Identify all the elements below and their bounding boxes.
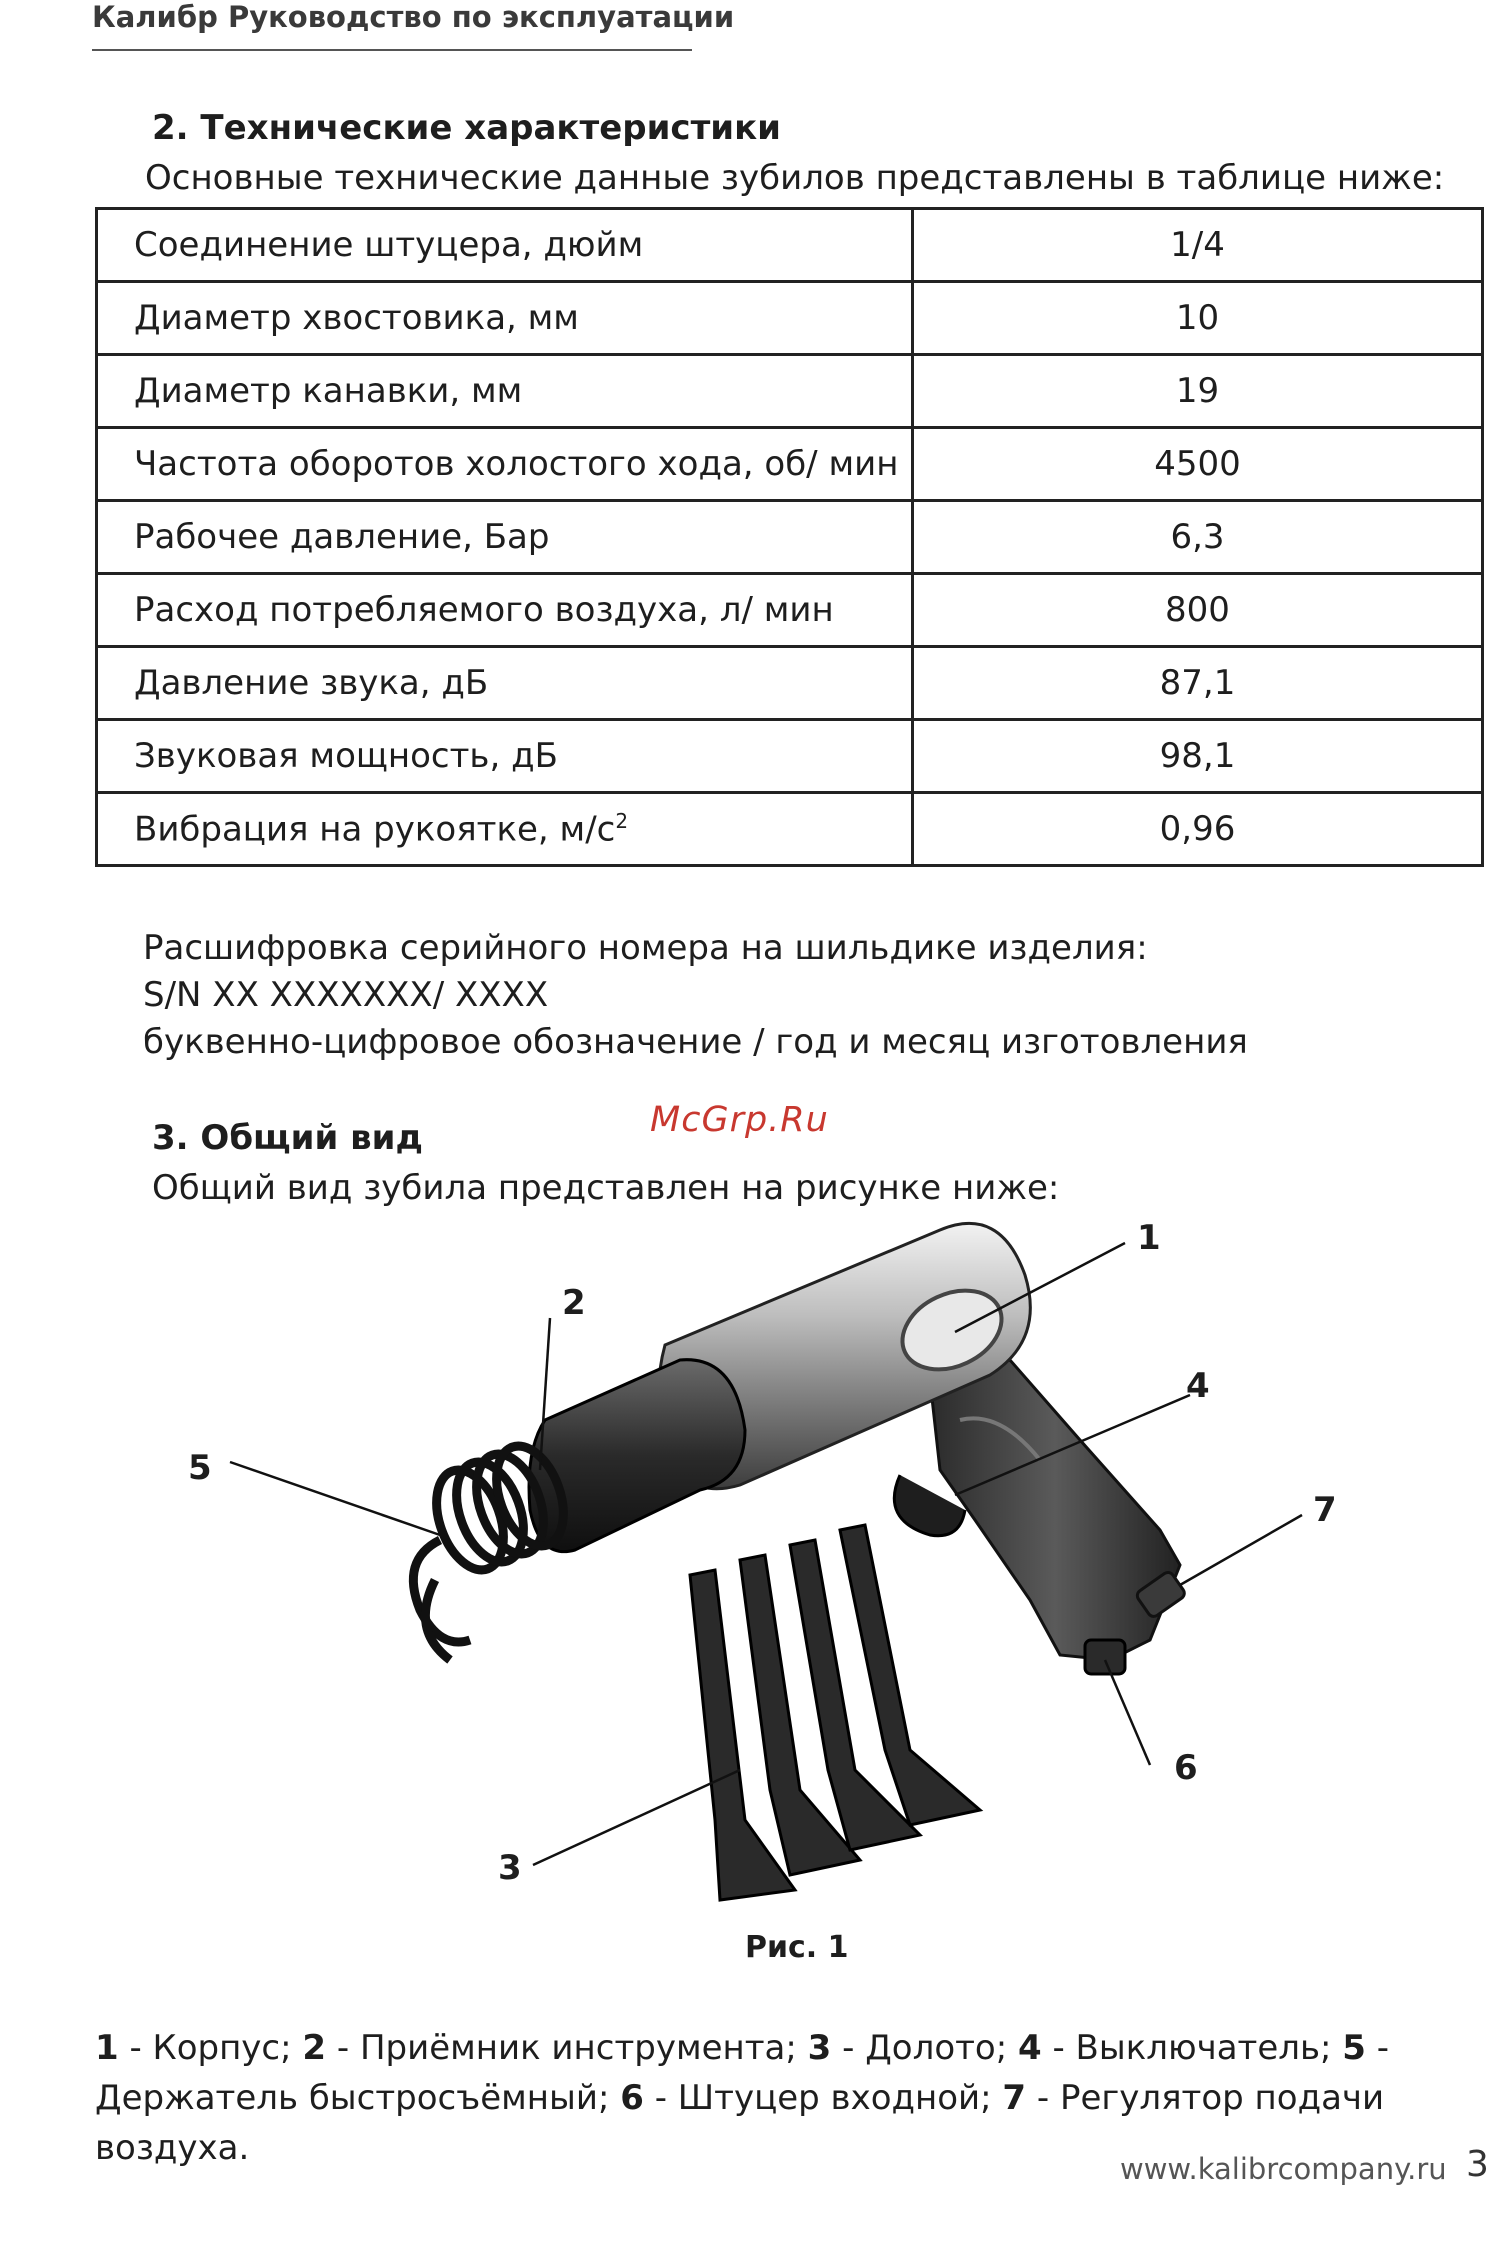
param-cell: Соединение штуцера, дюйм: [97, 209, 913, 282]
legend-text: - Приёмник инструмента;: [326, 2028, 808, 2068]
callout-2: 2: [562, 1283, 586, 1323]
table-row: [97, 501, 1483, 574]
legend-text: - Регулятор подачи воздуха.: [95, 2078, 1385, 2168]
param-cell: Расход потребляемого воздуха, л/ мин: [97, 574, 913, 647]
table-row: [97, 574, 1483, 647]
table-row: [97, 428, 1483, 501]
serial-line-3: буквенно-цифровое обозначение / год и месяц изготовления: [143, 1022, 1248, 1062]
legend-text: - Долото;: [831, 2028, 1018, 2068]
table-row: [97, 209, 1483, 282]
callout-1: 1: [1137, 1218, 1161, 1258]
legend-num: 6: [620, 2078, 644, 2118]
param-cell: Звуковая мощность, дБ: [97, 720, 913, 793]
param-cell: Рабочее давление, Бар: [97, 501, 913, 574]
value-cell: 10: [913, 282, 1483, 355]
figure-caption: Рис. 1: [745, 1930, 849, 1965]
legend-num: 3: [807, 2028, 832, 2068]
section-3-heading: 3. Общий вид: [152, 1118, 423, 1158]
running-header: Калибр Руководство по эксплуатации: [92, 0, 735, 34]
callout-5: 5: [188, 1448, 212, 1488]
value-cell: 6,3: [913, 501, 1483, 574]
param-text: Вибрация на рукоятке, м/с: [134, 809, 616, 850]
header-rule: [92, 49, 692, 51]
specs-table: [95, 207, 1484, 867]
param-cell: Диаметр хвостовика, мм: [97, 282, 913, 355]
param-cell: Диаметр канавки, мм: [97, 355, 913, 428]
callout-6: 6: [1174, 1748, 1198, 1788]
inlet-fitting: [1085, 1640, 1125, 1674]
table-row: [97, 282, 1483, 355]
section-2-heading: 2. Технические характеристики: [152, 108, 781, 148]
table-row: [97, 355, 1483, 428]
legend-text: - Корпус;: [118, 2028, 303, 2068]
watermark: McGrp.Ru: [650, 1100, 829, 1140]
table-row: [97, 793, 1483, 866]
callout-3: 3: [498, 1848, 522, 1888]
value-cell: 4500: [913, 428, 1483, 501]
serial-line-1: Расшифровка серийного номера на шильдике изделия:: [143, 928, 1148, 968]
legend-num: 4: [1018, 2028, 1042, 2068]
param-cell: Частота оборотов холостого хода, об/ мин: [97, 428, 913, 501]
chisel-set: [690, 1525, 980, 1900]
section-3-intro: Общий вид зубила представлен на рисунке ниже:: [152, 1168, 1060, 1208]
superscript: 2: [615, 808, 629, 833]
value-cell: 19: [913, 355, 1483, 428]
value-cell: 87,1: [913, 647, 1483, 720]
serial-line-2: S/N XX XXXXXXX/ XXXX: [143, 975, 549, 1015]
value-cell: 98,1: [913, 720, 1483, 793]
grip: [930, 1360, 1180, 1660]
legend-num: 7: [1002, 2078, 1027, 2118]
table-row: [97, 720, 1483, 793]
figure-legend: [95, 2023, 1485, 2173]
param-cell: Давление звука, дБ: [97, 647, 913, 720]
param-cell: [97, 793, 913, 866]
legend-num: 5: [1342, 2028, 1366, 2068]
legend-text: - Штуцер входной;: [643, 2078, 1003, 2118]
value-cell: 1/4: [913, 209, 1483, 282]
section-2-intro: Основные технические данные зубилов представлены в таблице ниже:: [145, 158, 1445, 198]
legend-text: - Держатель быстросъёмный;: [95, 2028, 1390, 2118]
callout-4: 4: [1186, 1366, 1210, 1406]
table-row: [97, 647, 1483, 720]
legend-text: - Выключатель;: [1041, 2028, 1343, 2068]
legend-num: 1: [95, 2028, 119, 2068]
callout-7: 7: [1313, 1490, 1337, 1530]
legend-num: 2: [302, 2028, 327, 2068]
footer-url: www.kalibrcompany.ru: [1120, 2152, 1447, 2186]
page-number: 3: [1466, 2144, 1489, 2185]
value-cell: 0,96: [913, 793, 1483, 866]
value-cell: 800: [913, 574, 1483, 647]
air-hammer-illustration: [160, 1210, 1360, 1910]
